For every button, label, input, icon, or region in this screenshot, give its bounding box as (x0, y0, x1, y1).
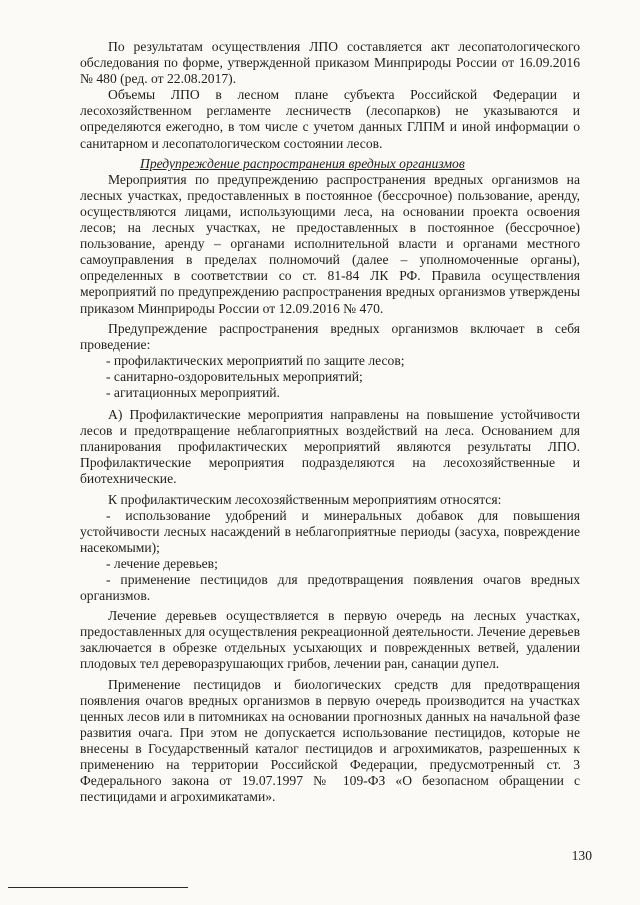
paragraph-lpo-act: По результатам осуществления ЛПО составляется акт лесопатологического обследования по форме, утвержденной приказом Минприроды России от 16.09.2016 № 480 (ред. от 22.08.2017). (80, 39, 580, 87)
page-number: 130 (571, 848, 592, 863)
prevention-list (80, 353, 580, 401)
paragraph-pesticides: Применение пестицидов и биологических средств для предотвращения появления очагов вредных организмов в первую очередь производится на участках ценных лесов или в питомниках на основании прогнозных данных на начальной фазе развития очага. При этом не допускается использование пестицидов, которые не внесены в Государственный каталог пестицидов и агрохимикатов, разрешенных к применению на территории Российской Федерации, предусмотренный ст. 3 Федерального закона от 19.07.1997 № 109-ФЗ «О безопасном обращении с пестицидами и агрохимикатами». (80, 676, 580, 805)
footer-divider (8, 887, 188, 888)
list-item: - профилактических мероприятий по защите лесов; (106, 352, 405, 368)
paragraph-lpo-volumes: Объемы ЛПО в лесном плане субъекта Российской Федерации и лесохозяйственном регламенте лесничеств (лесопарков) не указываются и определяются ежегодно, в том числе с учетом данных ГЛПМ и иной информации о санитарном и лесопатологическом состоянии лесов. (80, 87, 580, 151)
section-heading: Предупреждение распространения вредных организмов (140, 155, 465, 171)
list-item: - санитарно-оздоровительных мероприятий; (106, 368, 363, 384)
forestry-measures-list (80, 508, 580, 605)
document-body (80, 39, 580, 805)
list-item: - лечение деревьев; (106, 555, 218, 571)
paragraph-prevention-includes: Предупреждение распространения вредных организмов включает в себя проведение: (80, 320, 580, 352)
paragraph-preventive-measures: А) Профилактические мероприятия направлены на повышение устойчивости лесов и предотвращение неблагоприятных воздействий на леса. Основанием для планирования профилактических мероприятий являются результаты ЛПО. Профилактические мероприятия подразделяются на лесохозяйственные и биотехнические. (80, 407, 580, 487)
list-item: - использование удобрений и минеральных добавок для повышения устойчивости лесных насаждений в неблагоприятные периоды (засуха, повреждение насекомыми); (80, 507, 580, 555)
list-item: - агитационных мероприятий. (106, 384, 280, 400)
paragraph-tree-treatment: Лечение деревьев осуществляется в первую очередь на лесных участках, предоставленных для осуществления рекреационной деятельности. Лечение деревьев заключается в обрезке отдельных усыхающих и поврежденных ветвей, удалении плодовых тел дереворазрушающих грибов, лечении ран, санации дупел. (80, 608, 580, 672)
paragraph-forestry-measures-intro: К профилактическим лесохозяйственным мероприятиям относятся: (108, 491, 502, 507)
list-item: - применение пестицидов для предотвращения появления очагов вредных организмов. (80, 572, 580, 604)
paragraph-prevention-measures: Мероприятия по предупреждению распространения вредных организмов на лесных участках, предоставленных в постоянное (бессрочное) пользование, аренду, осуществляются лицами, использующими леса, на основании проекта освоения лесов; на лесных участках, не предоставленных в постоянное (бессрочное) пользование, аренду – органами исполнительной власти и органами местного самоуправления в пределах полномочий (далее – уполномоченные органы), определенных в соответствии со ст. 81-84 ЛК РФ. Правила осуществления мероприятий по предупреждению распространения вредных организмов утверждены приказом Минприроды России от 12.09.2016 № 470. (80, 171, 580, 316)
